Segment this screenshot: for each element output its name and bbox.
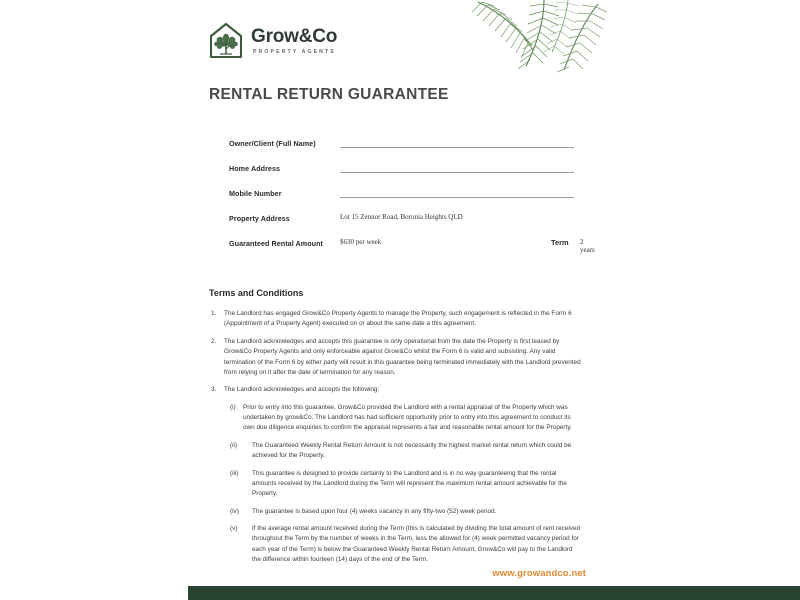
terms-and-conditions bbox=[209, 288, 581, 573]
field-value bbox=[340, 162, 574, 163]
footer-website-link[interactable]: www.growandco.net bbox=[492, 568, 586, 579]
field-input-mobile-number[interactable] bbox=[340, 187, 574, 201]
clause-number: 2. bbox=[211, 337, 217, 345]
clause-item bbox=[209, 309, 581, 330]
subclause-item bbox=[230, 469, 581, 500]
palm-frond-icon bbox=[448, 0, 608, 100]
field-value bbox=[340, 137, 574, 138]
clause-number: 1. bbox=[211, 310, 217, 317]
field-value: Lot 15 Zennor Road, Boronia Heights QLD bbox=[340, 213, 463, 221]
subclause-number: (v) bbox=[230, 525, 238, 532]
clause-item bbox=[209, 385, 581, 395]
terms-heading: Terms and Conditions bbox=[209, 288, 304, 298]
subclause-text: This guarantee is designed to provide certainty to the Landlord and is in no way guaranteeing that the rental amounts received by the Landlord during the Term will represent the maximum rental amount achievable for the Property. bbox=[252, 469, 567, 498]
subclause-item bbox=[230, 403, 581, 434]
subclause-text: If the average rental amount received during the Term (this is calculated by dividing the total amount of rent received throughout the Term by the number of weeks in the Term, less the allowed for (4) week permitted vacancy period for each year of the Term) is below the Guaranteed Weekly Rental Return Amount, Grow&Co will pay to the Landlord the difference within fourteen (14) days of the end of the Term. bbox=[252, 525, 581, 564]
field-value: $630 per week bbox=[340, 238, 382, 246]
field-label: Guaranteed Rental Amount bbox=[229, 239, 323, 248]
footer-bar bbox=[188, 586, 800, 600]
page-title: RENTAL RETURN GUARANTEE bbox=[209, 86, 449, 103]
field-label: Owner/Client (Full Name) bbox=[229, 139, 316, 148]
subclause-number: (ii) bbox=[230, 441, 238, 449]
logo-wordmark bbox=[251, 27, 337, 56]
house-tree-icon bbox=[208, 22, 244, 60]
company-logo bbox=[208, 22, 337, 60]
subclause-number: (iv) bbox=[230, 507, 239, 515]
subclause-number: (i) bbox=[230, 403, 236, 411]
form-fields bbox=[229, 137, 595, 262]
field-input-home-address[interactable] bbox=[340, 162, 574, 176]
field-property-address bbox=[229, 212, 574, 237]
field-owner-client bbox=[229, 137, 574, 162]
field-mobile-number bbox=[229, 187, 574, 212]
clause-number: 3. bbox=[211, 386, 217, 394]
subclause-list bbox=[209, 403, 581, 566]
field-label: Mobile Number bbox=[229, 189, 282, 198]
field-underline bbox=[340, 172, 574, 173]
clause-item bbox=[209, 337, 581, 379]
subclause-item bbox=[230, 441, 581, 462]
field-label: Property Address bbox=[229, 214, 290, 223]
palm-frond-decoration bbox=[448, 0, 608, 100]
logo-company-name: Grow&Co bbox=[251, 25, 338, 47]
field-underline bbox=[340, 197, 574, 198]
clause-text: The Landlord acknowledges and accepts this guarantee is only operational from the date the Property is first leased by Grow&Co Property Agents and only enforceable against Grow&Co whilst the Form 6 is valid and subsisting. Any valid termination of the Form 6 by either party will result in this guarantee being terminated immediately with the Landlord prevented from relying on it after the date of termination for any reason. bbox=[224, 337, 581, 376]
field-input-property-address[interactable] bbox=[340, 212, 574, 226]
field-label-term: Term bbox=[551, 238, 569, 247]
subclause-item bbox=[230, 524, 581, 566]
field-label: Home Address bbox=[229, 164, 281, 173]
field-input-owner-client[interactable] bbox=[340, 137, 574, 151]
subclause-number: (iii) bbox=[230, 469, 239, 477]
field-value-term: 2 years bbox=[580, 238, 595, 254]
subclause-text: The Guaranteed Weekly Rental Return Amount is not necessarily the highest market rental return which could be achieved for the Property. bbox=[252, 441, 572, 460]
logo-tagline: PROPERTY AGENTS bbox=[253, 49, 336, 56]
field-underline bbox=[340, 147, 574, 148]
subclause-text: The guarantee is based upon four (4) weeks vacancy in any fifty-two (52) week period. bbox=[252, 507, 497, 515]
field-value bbox=[340, 187, 574, 188]
field-home-address bbox=[229, 162, 574, 187]
subclause-item bbox=[230, 507, 581, 517]
subclause-text: Prior to entry into this guarantee, Grow&Co provided the Landlord with a rental appraisal of the Property which was undertaken by grow&Co. The Landlord has had sufficient opportunity prior to entry into this agreement to conduct its own due diligence enquiries to confirm the appraisal represents a fair and reasonable rental amount for the Property. bbox=[243, 403, 572, 432]
clause-text: The Landlord acknowledges and accepts the following: bbox=[224, 386, 380, 394]
field-guaranteed-rental-amount bbox=[229, 237, 595, 262]
field-input-guaranteed-rental-amount[interactable] bbox=[340, 237, 595, 254]
clause-text: The Landlord has engaged Grow&Co Property Agents to manage the Property, such engagement is reflected in the Form 6 (Appointment of a Property Agent) executed on or about the same date a this agreement. bbox=[224, 310, 572, 328]
